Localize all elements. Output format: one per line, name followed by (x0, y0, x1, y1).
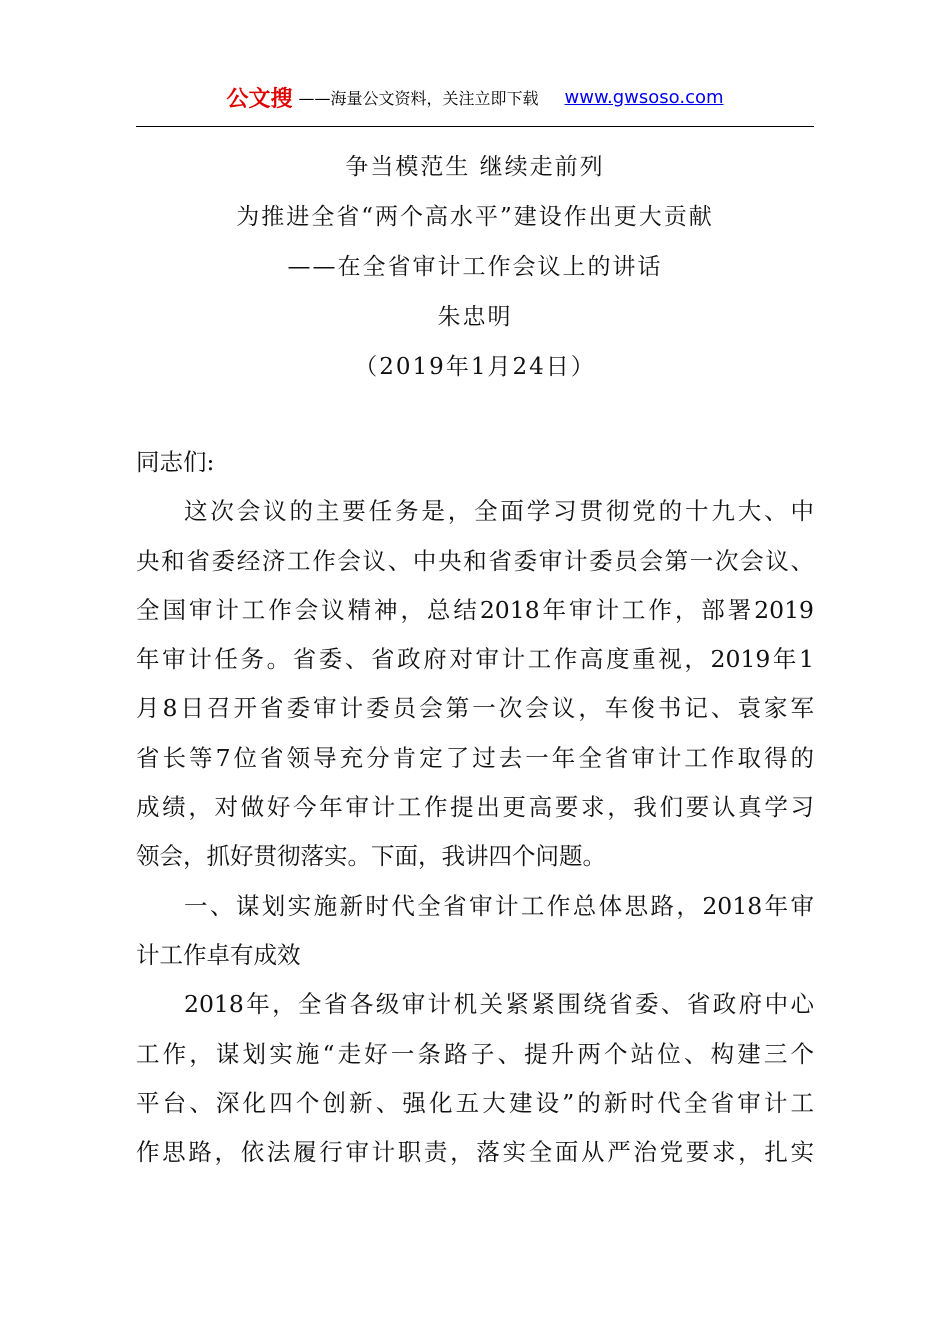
body-line: 成绩，对做好今年审计工作提出更高要求，我们要认真学习 (136, 793, 814, 822)
body-line: 全国审计工作会议精神，总结2018年审计工作，部署2019 (136, 595, 814, 624)
main-title: 争当模范生 继续走前列 (345, 154, 605, 180)
subtitle: ——在全省审计工作会议上的讲话 (287, 254, 663, 280)
body-line: 月8日召开省委审计委员会第一次会议，车俊书记、袁家军 (136, 694, 814, 723)
body-line: 作思路，依法履行审计职责，落实全面从严治党要求，扎实 (136, 1138, 814, 1167)
page-header (136, 80, 814, 114)
main-title-line-2: 为推进全省“两个高水平”建设作出更大贡献 (236, 204, 714, 230)
header-tagline: ——海量公文资料，关注立即下载 (298, 88, 539, 108)
author-name: 朱忠明 (437, 304, 513, 330)
brand-logo-text: 公文搜 (226, 86, 293, 112)
salutation: 同志们: (136, 448, 215, 476)
header-divider (136, 126, 814, 127)
document-body (136, 438, 814, 1177)
body-line: 央和省委经济工作会议、中央和省委审计委员会第一次会议、 (136, 546, 814, 575)
website-link[interactable]: www.gwsoso.com (564, 86, 724, 108)
body-line: 领会，抓好贯彻落实。下面，我讲四个问题。 (136, 842, 606, 871)
body-line: 省长等7位省领导充分肯定了过去一年全省审计工作取得的 (136, 743, 814, 772)
document-title-block (136, 142, 814, 392)
body-line: 这次会议的主要任务是，全面学习贯彻党的十九大、中 (184, 497, 814, 526)
body-line: 平台、深化四个创新、强化五大建设”的新时代全省审计工 (136, 1088, 814, 1117)
body-line: 工作，谋划实施“走好一条路子、提升两个站位、构建三个 (136, 1039, 814, 1068)
section-heading-line: 一、谋划实施新时代全省审计工作总体思路，2018年审 (184, 891, 814, 920)
speech-date: （2019年1月24日） (354, 354, 596, 380)
body-line: 2018年，全省各级审计机关紧紧围绕省委、省政府中心 (184, 990, 814, 1019)
section-heading-line: 计工作卓有成效 (136, 940, 301, 969)
body-line: 年审计任务。省委、省政府对审计工作高度重视，2019年1 (136, 645, 814, 674)
